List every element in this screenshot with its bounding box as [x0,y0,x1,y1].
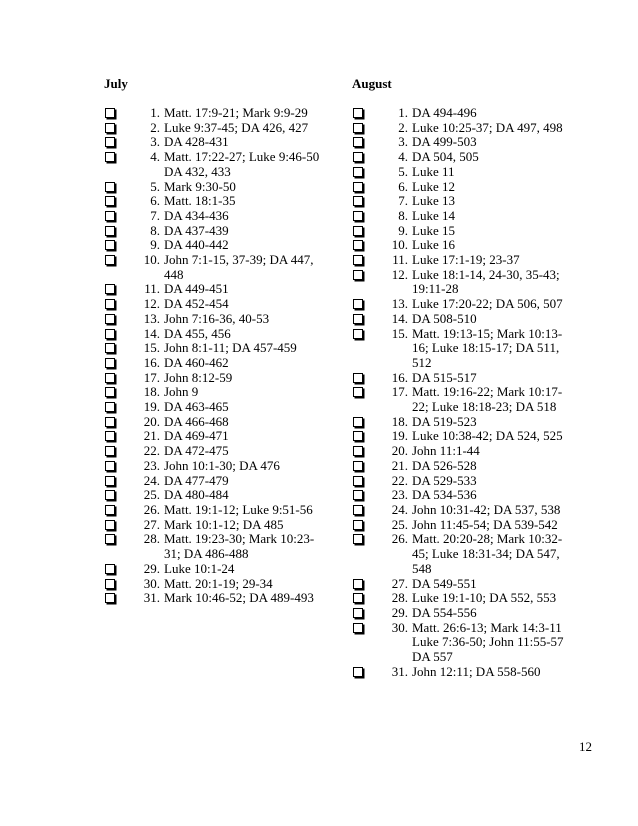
reading-number: 17 . [392,385,408,400]
reading-item [352,165,574,180]
checkbox[interactable] [105,343,115,353]
reading-number: 4 . [398,150,408,165]
reading-text: John 7:1-15, 37-39; DA 447, 448 [164,252,314,282]
july-column [104,76,326,606]
reading-number: 22 . [392,474,408,489]
reading-number: 11 . [144,282,160,297]
reading-number: 31 . [392,665,408,680]
reading-number: 7 . [150,209,160,224]
reading-item [104,121,326,136]
reading-text: Luke 10:1-24 [164,560,235,576]
checkbox[interactable] [353,270,363,280]
july-reading-list [104,106,326,606]
reading-number: 8 . [150,224,160,239]
reading-item [352,327,574,371]
reading-text: DA 529-533 [412,472,477,488]
month-title-july: July [104,76,128,91]
reading-number: 10 . [392,238,408,253]
reading-text: DA 519-523 [412,413,477,429]
checkbox[interactable] [105,520,115,530]
checkbox[interactable] [353,299,363,309]
reading-item [104,577,326,592]
reading-item [352,224,574,239]
checkbox[interactable] [353,240,363,250]
reading-item [104,415,326,430]
reading-item [104,503,326,518]
reading-item [352,591,574,606]
reading-number: 25 . [144,488,160,503]
reading-text: DA 504, 505 [412,149,479,165]
reading-number: 14 . [392,312,408,327]
reading-number: 20 . [392,444,408,459]
reading-item [104,106,326,121]
reading-text: Luke 9:37-45; DA 426, 427 [164,119,309,135]
checkbox[interactable] [353,182,363,192]
reading-text: DA 477-479 [164,472,229,488]
reading-item [352,312,574,327]
reading-number: 24 . [392,503,408,518]
reading-item [104,282,326,297]
reading-item [352,665,574,680]
reading-text: John 8:1-11; DA 457-459 [164,340,297,356]
checkbox[interactable] [353,329,363,339]
august-column [352,76,574,679]
reading-text: DA 554-556 [412,604,477,620]
reading-number: 15 . [144,341,160,356]
reading-text: DA 452-454 [164,296,229,312]
reading-text: Luke 11 [412,163,455,179]
reading-text: Matt. 17:9-21; Mark 9:9-29 [164,105,308,120]
checkbox[interactable] [353,226,363,236]
reading-text: Matt. 18:1-35 [164,193,236,209]
reading-item [104,150,326,179]
august-reading-list [352,106,574,679]
reading-number: 23 . [392,488,408,503]
checkbox[interactable] [353,196,363,206]
reading-item [352,518,574,533]
reading-number: 16 . [392,371,408,386]
reading-item [104,312,326,327]
reading-item [352,297,574,312]
reading-number: 1 . [150,106,160,121]
reading-item [352,209,574,224]
month-title-august: August [352,76,392,91]
reading-number: 5 . [398,165,408,180]
reading-text: Mark 10:1-12; DA 485 [164,516,284,532]
reading-number: 29 . [392,606,408,621]
checkbox[interactable] [353,417,363,427]
reading-text: Luke 13 [412,193,455,209]
checkbox[interactable] [105,255,115,265]
reading-item [104,385,326,400]
reading-text: Matt. 19:16-22; Mark 10:17-22; Luke 18:18-23; DA 518 [412,384,563,415]
reading-text: DA 549-551 [412,575,477,591]
checkbox[interactable] [353,667,363,677]
reading-item [104,400,326,415]
checkbox[interactable] [353,108,363,118]
reading-text: John 11:45-54; DA 539-542 [412,516,558,532]
reading-number: 27 . [144,518,160,533]
checkbox[interactable] [353,623,363,633]
reading-item [352,180,574,195]
checkbox[interactable] [105,314,115,324]
reading-item [104,327,326,342]
reading-text: DA 526-528 [412,457,477,473]
reading-item [104,371,326,386]
checkbox[interactable] [105,505,115,515]
checkbox[interactable] [353,373,363,383]
reading-item [104,253,326,282]
reading-number: 22 . [144,444,160,459]
reading-item [352,121,574,136]
reading-text: John 11:1-44 [412,443,480,459]
reading-number: 10 . [144,253,160,268]
reading-number: 8 . [398,209,408,224]
reading-item [104,194,326,209]
reading-number: 31 . [144,591,160,606]
reading-item [104,518,326,533]
checkbox[interactable] [353,579,363,589]
reading-text: DA 472-475 [164,443,229,459]
reading-text: DA 440-442 [164,237,229,253]
reading-text: Luke 12 [412,178,455,194]
reading-number: 3 . [398,135,408,150]
checkbox[interactable] [353,505,363,515]
checkbox[interactable] [105,431,115,441]
reading-text: Luke 14 [412,207,455,223]
checkbox[interactable] [105,564,115,574]
reading-number: 19 . [392,429,408,444]
reading-number: 2 . [150,121,160,136]
reading-item [352,385,574,414]
reading-item [104,341,326,356]
reading-text: Luke 15 [412,222,455,238]
reading-number: 3 . [150,135,160,150]
reading-item [104,180,326,195]
reading-item [352,150,574,165]
reading-item [104,444,326,459]
checkbox[interactable] [105,373,115,383]
reading-text: DA 434-436 [164,207,229,223]
reading-item [352,415,574,430]
reading-text: Luke 18:1-14, 24-30, 35-43; 19:11-28 [412,266,560,297]
reading-text: Matt. 19:23-30; Mark 10:23-31; DA 486-488 [164,531,315,562]
reading-item [104,238,326,253]
reading-text: Matt. 20:20-28; Mark 10:32-45; Luke 18:31-34; DA 547, 548 [412,531,563,576]
reading-number: 29 . [144,562,160,577]
checkbox[interactable] [353,534,363,544]
reading-number: 16 . [144,356,160,371]
checkbox[interactable] [105,387,115,397]
checkbox[interactable] [105,123,115,133]
reading-text: Luke 17:20-22; DA 506, 507 [412,296,563,312]
checkbox[interactable] [105,211,115,221]
reading-text: John 8:12-59 [164,369,233,385]
reading-number: 20 . [144,415,160,430]
reading-text: Luke 17:1-19; 23-37 [412,252,520,268]
reading-text: DA 480-484 [164,487,229,503]
reading-item [352,577,574,592]
reading-item [352,253,574,268]
reading-text: Luke 10:25-37; DA 497, 498 [412,119,563,135]
reading-number: 26 . [392,532,408,547]
reading-text: DA 515-517 [412,369,477,385]
checkbox[interactable] [105,284,115,294]
reading-item [104,224,326,239]
reading-number: 11 . [392,253,408,268]
reading-number: 18 . [144,385,160,400]
reading-number: 26 . [144,503,160,518]
reading-item [104,209,326,224]
reading-text: DA 437-439 [164,222,229,238]
checkbox[interactable] [353,520,363,530]
checkbox[interactable] [353,255,363,265]
reading-text: DA 494-496 [412,105,477,120]
reading-number: 17 . [144,371,160,386]
reading-number: 18 . [392,415,408,430]
reading-number: 14 . [144,327,160,342]
reading-text: John 7:16-36, 40-53 [164,310,270,326]
checkbox[interactable] [105,579,115,589]
reading-number: 25 . [392,518,408,533]
reading-item [104,591,326,606]
reading-item [352,532,574,576]
reading-text: Mark 9:30-50 [164,178,236,194]
reading-text: DA 455, 456 [164,325,231,341]
checkbox[interactable] [353,167,363,177]
reading-text: Matt. 20:1-19; 29-34 [164,575,273,591]
reading-number: 23 . [144,459,160,474]
checkbox[interactable] [105,240,115,250]
reading-item [352,444,574,459]
reading-number: 13 . [144,312,160,327]
checkbox[interactable] [105,182,115,192]
checkbox[interactable] [105,329,115,339]
reading-number: 24 . [144,474,160,489]
reading-number: 7 . [398,194,408,209]
reading-text: DA 466-468 [164,413,229,429]
checkbox[interactable] [353,608,363,618]
reading-item [104,488,326,503]
reading-item [104,532,326,561]
reading-item [352,371,574,386]
checkbox[interactable] [105,299,115,309]
checkbox[interactable] [105,196,115,206]
checkbox[interactable] [105,137,115,147]
reading-text: DA 428-431 [164,134,229,150]
reading-number: 27 . [392,577,408,592]
reading-item [352,135,574,150]
reading-text: Mark 10:46-52; DA 489-493 [164,590,314,606]
reading-item [352,606,574,621]
reading-item [104,135,326,150]
reading-number: 6 . [150,194,160,209]
reading-item [104,297,326,312]
reading-text: DA 463-465 [164,399,229,415]
reading-item [104,356,326,371]
checkbox[interactable] [105,490,115,500]
reading-number: 30 . [144,577,160,592]
page-number: 12 [579,739,592,754]
reading-item [352,194,574,209]
reading-number: 21 . [392,459,408,474]
checkbox[interactable] [353,137,363,147]
reading-item [352,503,574,518]
checkbox[interactable] [353,446,363,456]
checkbox[interactable] [105,417,115,427]
checkbox[interactable] [105,534,115,544]
checkbox[interactable] [353,387,363,397]
reading-item [352,474,574,489]
checkbox[interactable] [353,211,363,221]
reading-text: Luke 19:1-10; DA 552, 553 [412,590,557,606]
reading-number: 4 . [150,150,160,165]
checkbox[interactable] [105,402,115,412]
checkbox[interactable] [105,476,115,486]
reading-item [352,238,574,253]
checkbox[interactable] [105,446,115,456]
reading-item [104,429,326,444]
reading-number: 2 . [398,121,408,136]
reading-text: DA 499-503 [412,134,477,150]
reading-number: 6 . [398,180,408,195]
reading-text: Luke 16 [412,237,455,253]
reading-number: 28 . [144,532,160,547]
reading-text: Luke 10:38-42; DA 524, 525 [412,428,563,444]
reading-text: Matt. 19:1-12; Luke 9:51-56 [164,501,313,517]
reading-text: Matt. 26:6-13; Mark 14:3-11 Luke 7:36-50; John 11:55-57 DA 557 [412,619,564,665]
reading-item [352,106,574,121]
reading-item [352,488,574,503]
checkbox[interactable] [105,461,115,471]
reading-text: DA 534-536 [412,487,477,503]
reading-item [104,562,326,577]
reading-number: 21 . [144,429,160,444]
reading-number: 13 . [392,297,408,312]
checkbox[interactable] [105,358,115,368]
reading-number: 19 . [144,400,160,415]
reading-text: Matt. 17:22-27; Luke 9:46-50 DA 432, 433 [164,149,320,179]
checkbox[interactable] [353,152,363,162]
reading-item [104,474,326,489]
checkbox[interactable] [353,314,363,324]
reading-number: 15 . [392,327,408,342]
reading-number: 28 . [392,591,408,606]
reading-text: DA 469-471 [164,428,229,444]
checkbox[interactable] [353,461,363,471]
reading-text: John 10:1-30; DA 476 [164,457,280,473]
reading-item [104,459,326,474]
reading-text: DA 460-462 [164,354,229,370]
reading-number: 12 . [392,268,408,283]
reading-text: DA 449-451 [164,281,229,297]
reading-item [352,621,574,665]
reading-item [352,268,574,297]
checkbox[interactable] [353,123,363,133]
reading-number: 5 . [150,180,160,195]
checkbox[interactable] [353,476,363,486]
checkbox[interactable] [353,431,363,441]
checkbox[interactable] [105,152,115,162]
checkbox[interactable] [105,108,115,118]
reading-number: 9 . [398,224,408,239]
reading-text: DA 508-510 [412,310,477,326]
reading-number: 9 . [150,238,160,253]
reading-item [352,429,574,444]
checkbox[interactable] [353,593,363,603]
reading-text: John 12:11; DA 558-560 [412,663,541,679]
reading-item [352,459,574,474]
checkbox[interactable] [105,593,115,603]
reading-text: John 10:31-42; DA 537, 538 [412,501,561,517]
checkbox[interactable] [353,490,363,500]
reading-number: 1 . [398,106,408,121]
reading-number: 12 . [144,297,160,312]
reading-text: Matt. 19:13-15; Mark 10:13-16; Luke 18:15-17; DA 511, 512 [412,325,563,370]
reading-text: John 9 [164,384,199,400]
reading-number: 30 . [392,621,408,636]
checkbox[interactable] [105,226,115,236]
